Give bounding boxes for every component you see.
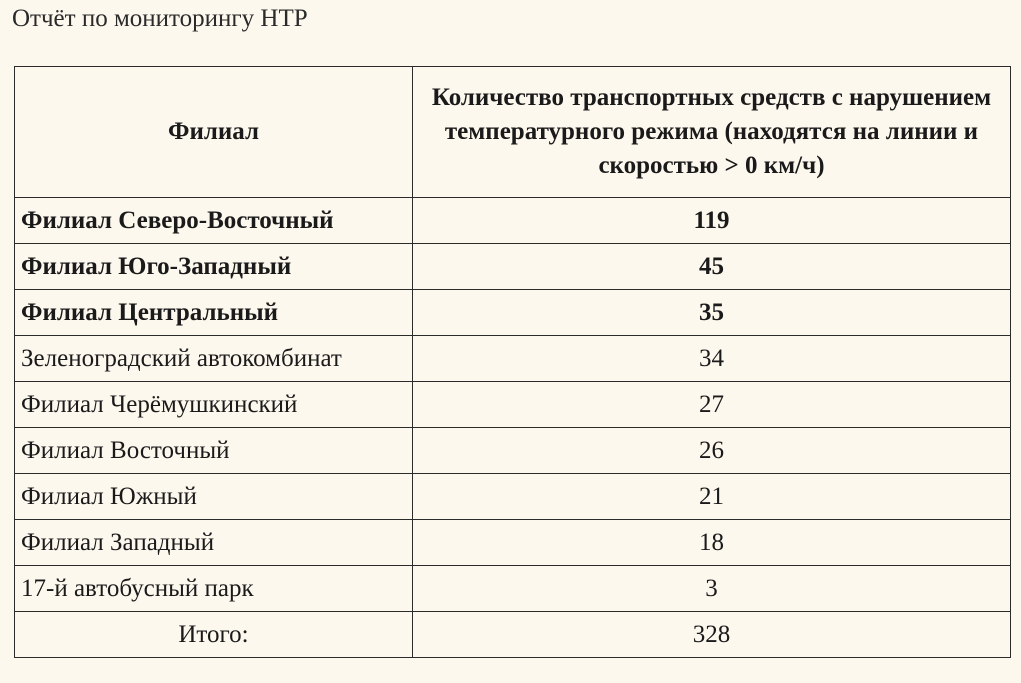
count-cell: 119: [413, 198, 1011, 244]
branch-cell: Филиал Южный: [15, 474, 413, 520]
table-row: [15, 428, 1011, 474]
branch-cell: Филиал Северо-Восточный: [15, 198, 413, 244]
count-cell: 27: [413, 382, 1011, 428]
branch-cell: Филиал Центральный: [15, 290, 413, 336]
header-count: Количество транспортных средств с нарушением температурного режима (находятся на линии и скоростью > 0 км/ч): [413, 67, 1011, 198]
count-cell: 34: [413, 336, 1011, 382]
total-label: Итого:: [15, 612, 413, 658]
count-cell: 45: [413, 244, 1011, 290]
table-row: [15, 336, 1011, 382]
count-cell: 21: [413, 474, 1011, 520]
total-row: [15, 612, 1011, 658]
branch-cell: 17-й автобусный парк: [15, 566, 413, 612]
table-row: [15, 474, 1011, 520]
table-row: [15, 382, 1011, 428]
header-branch: Филиал: [15, 67, 413, 198]
count-cell: 3: [413, 566, 1011, 612]
count-cell: 26: [413, 428, 1011, 474]
table-row: [15, 566, 1011, 612]
count-cell: 18: [413, 520, 1011, 566]
report-title: Отчёт по мониторингу НТР: [12, 5, 308, 32]
table-row: [15, 290, 1011, 336]
branch-cell: Филиал Западный: [15, 520, 413, 566]
count-cell: 35: [413, 290, 1011, 336]
table-row: [15, 244, 1011, 290]
branch-cell: Филиал Юго-Западный: [15, 244, 413, 290]
header-row: [15, 67, 1011, 198]
table-row: [15, 198, 1011, 244]
table-body: [15, 198, 1011, 658]
branch-cell: Филиал Черёмушкинский: [15, 382, 413, 428]
branch-cell: Филиал Восточный: [15, 428, 413, 474]
branch-cell: Зеленоградский автокомбинат: [15, 336, 413, 382]
table-row: [15, 520, 1011, 566]
report-table: [14, 66, 1011, 658]
total-count: 328: [413, 612, 1011, 658]
